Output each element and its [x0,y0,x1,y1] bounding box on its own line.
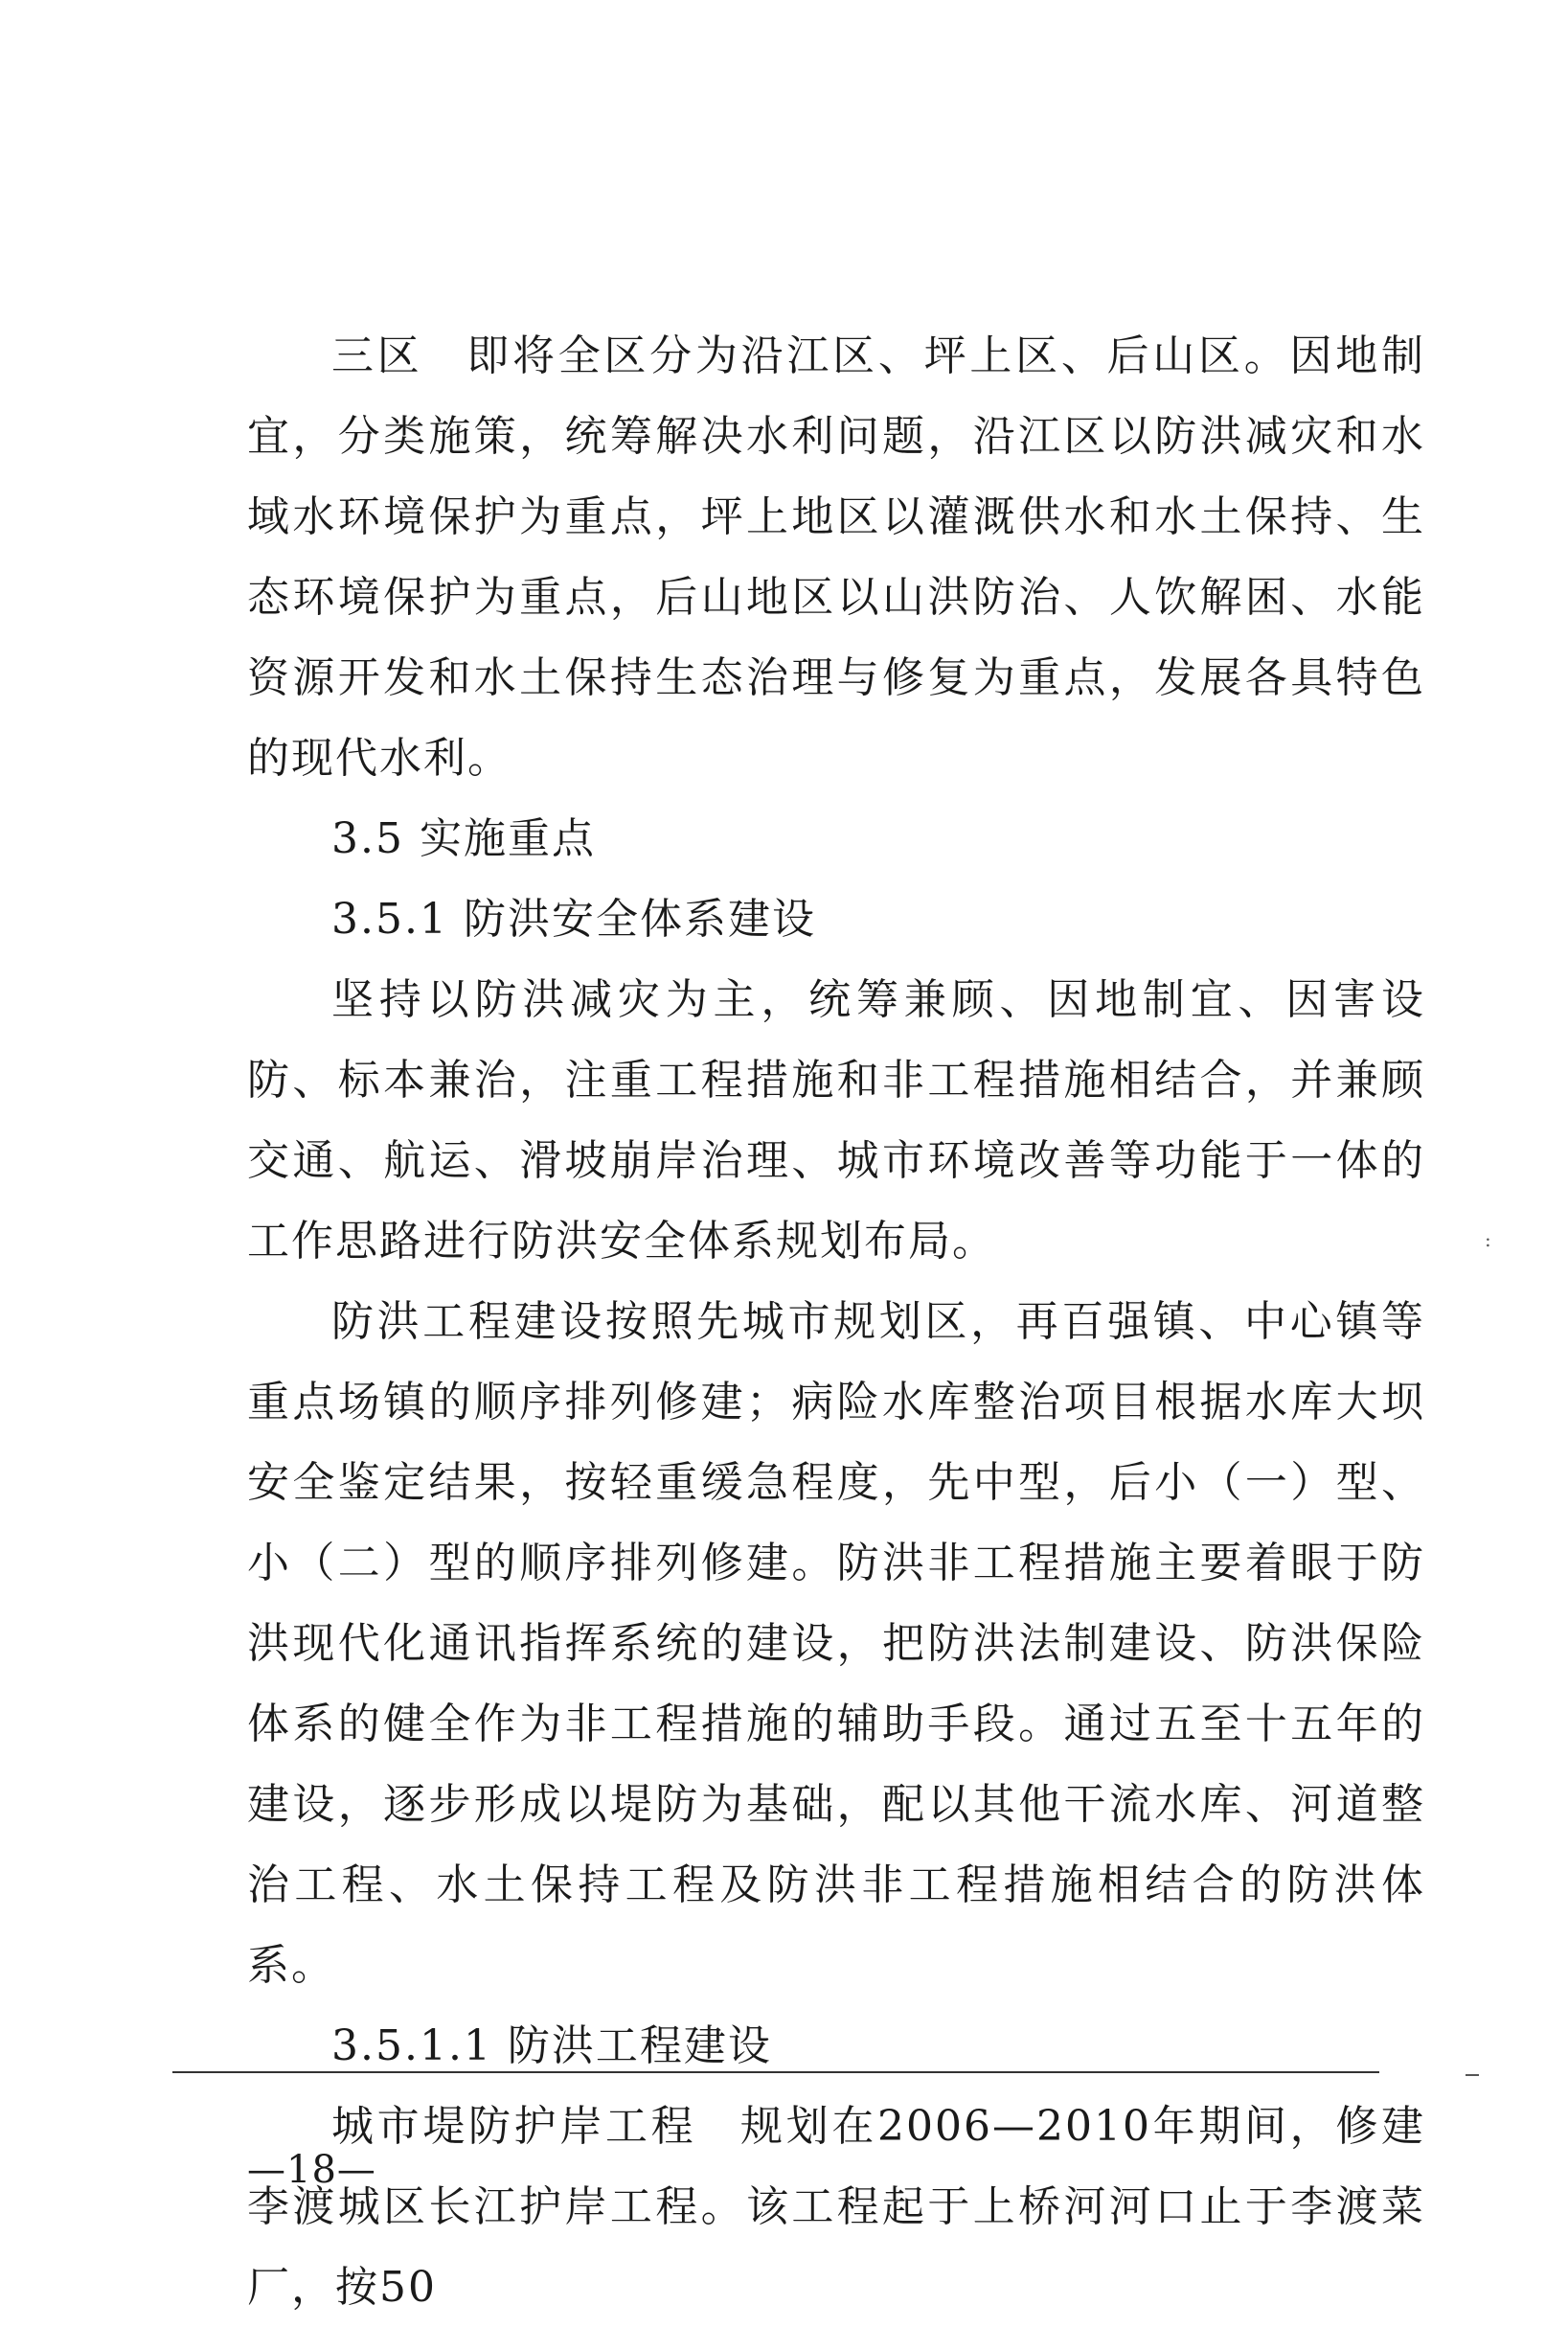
paragraph-three-zones [247,316,1425,799]
heading-3-5: 3.5 实施重点 [331,814,596,863]
paragraph-flood-principles: 坚持以防洪减灾为主，统筹兼顾、因地制宜、因害设防、标本兼治，注重工程措施和非工程措施相结合，并兼顾交通、航运、滑坡崩岸治理、城市环境改善等功能于一体的工作思路进行防洪安全体系规划布局。 [247,975,1425,1266]
paragraph-lead-embankment: 城市堤防护岸工程 [331,2102,697,2151]
paragraph-flood-construction: 防洪工程建设按照先城市规划区，再百强镇、中心镇等重点场镇的顺序排列修建；病险水库整治项目根据水库大坝安全鉴定结果，按轻重缓急程度，先中型，后小（一）型、小（二）型的顺序排列修建。防洪非工程措施主要着眼于防洪现代化通讯指挥系统的建设，把防洪法制建设、防洪保险体系的健全作为非工程措施的辅助手段。通过五至十五年的建设，逐步形成以堤防为基础，配以其他干流水库、河道整治工程、水土保持工程及防洪非工程措施相结合的防洪体系。 [247,1297,1425,1990]
body-text [247,316,1425,2328]
paragraph-lead-three-zones: 三区 [331,331,423,380]
paragraph-body-three-zones: 即将全区分为沿江区、坪上区、后山区。因地制宜，分类施策，统筹解决水利问题，沿江区以防洪减灾和水域水环境保护为重点，坪上地区以灌溉供水和水土保持、生态环境保护为重点，后山地区以山洪防治、人饮解困、水能资源开发和水土保持生态治理与修复为重点，发展各具特色的现代水利。 [247,331,1426,783]
footer-rule [172,2071,1379,2073]
paragraph-body-embankment: 规划在2006—2010年期间，修建李渡城区长江护岸工程。该工程起于上桥河河口止于李渡菜厂，按50 [247,2102,1426,2312]
paragraph-embankment [247,2087,1425,2328]
heading-3-5-1-1: 3.5.1.1 防洪工程建设 [331,2021,772,2070]
heading-3-5-1: 3.5.1 防洪安全体系建设 [331,895,816,944]
page-number: —18— [247,2148,376,2192]
side-mark: : [1485,1228,1491,1251]
margin-mark [1466,2074,1479,2076]
